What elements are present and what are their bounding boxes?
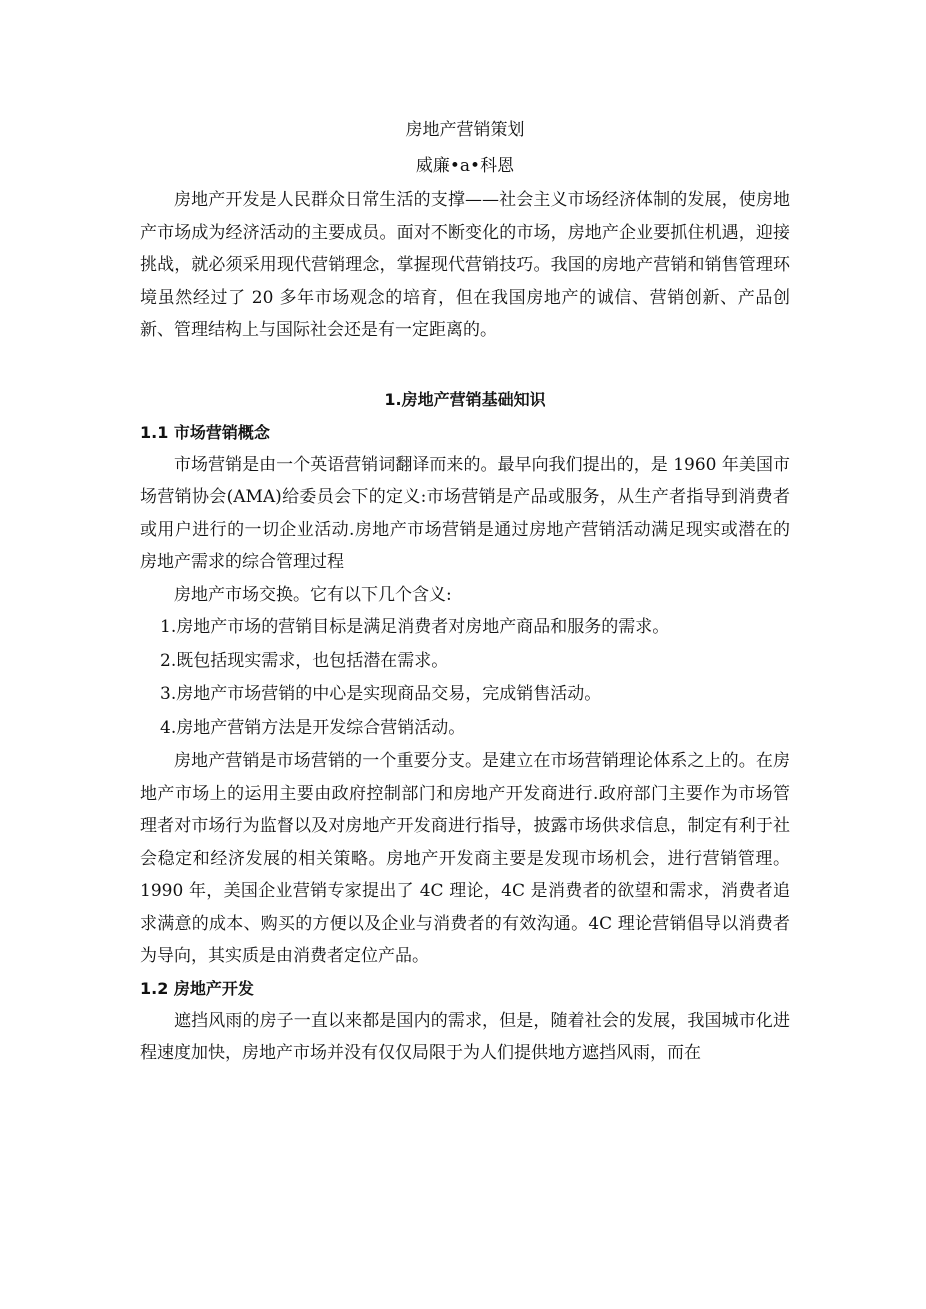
list-item: 2.既包括现实需求，也包括潜在需求。 (160, 650, 449, 671)
paragraph-market-exchange: 房地产市场交换。它有以下几个含义: (174, 584, 452, 605)
meaning-list (140, 611, 790, 745)
section-spacer (140, 347, 790, 383)
document-author: 威廉•a•科恩 (415, 156, 515, 176)
list-item: 4.房地产营销方法是开发综合营销活动。 (160, 717, 466, 738)
section-heading-1: 1.房地产营销基础知识 (384, 389, 546, 409)
subsection-heading-1-2: 1.2 房地产开发 (140, 978, 254, 998)
document-page (140, 112, 790, 1070)
list-item: 1.房地产市场的营销目标是满足消费者对房地产商品和服务的需求。 (160, 617, 670, 637)
paragraph-marketing-definition: 市场营销是由一个英语营销词翻译而来的。最早向我们提出的，是 1960 年美国市场营销协会(AMA)给委员会下的定义:市场营销是产品或服务，从生产者指导到消费者或用户进行的一切企业活动.房地产市场营销是通过房地产营销活动满足现实或潜在的房地产需求的综合管理过程 (140, 454, 790, 572)
list-item: 3.房地产市场营销的中心是实现商品交易，完成销售活动。 (160, 684, 602, 704)
document-title: 房地产营销策划 (405, 120, 525, 140)
paragraph-real-estate-marketing: 房地产营销是市场营销的一个重要分支。是建立在市场营销理论体系之上的。在房地产市场上的运用主要由政府控制部门和房地产开发商进行.政府部门主要作为市场管理者对市场行为监督以及对房地产开发商进行指导，披露市场供求信息，制定有利于社会稳定和经济发展的相关策略。房地产开发商主要是发现市场机会，进行营销管理。1990 年，美国企业营销专家提出了 4C 理论，4C 是消费者的欲望和需求，消费者追求满意的成本、购买的方便以及企业与消费者的有效沟通。4C 理论营销倡导以消费者为导向，其实质是由消费者定位产品。 (140, 751, 790, 966)
subsection-heading-1-1: 1.1 市场营销概念 (140, 422, 270, 442)
paragraph-real-estate-development: 遮挡风雨的房子一直以来都是国内的需求，但是，随着社会的发展，我国城市化进程速度加快，房地产市场并没有仅仅局限于为人们提供地方遮挡风雨，而在 (140, 1010, 790, 1063)
intro-paragraph: 房地产开发是人民群众日常生活的支撑——社会主义市场经济体制的发展，使房地产市场成为经济活动的主要成员。面对不断变化的市场，房地产企业要抓住机遇，迎接挑战，就必须采用现代营销理念，掌握现代营销技巧。我国的房地产营销和销售管理环境虽然经过了 20 多年市场观念的培育，但在我国房地产的诚信、营销创新、产品创新、管理结构上与国际社会还是有一定距离的。 (140, 190, 790, 340)
